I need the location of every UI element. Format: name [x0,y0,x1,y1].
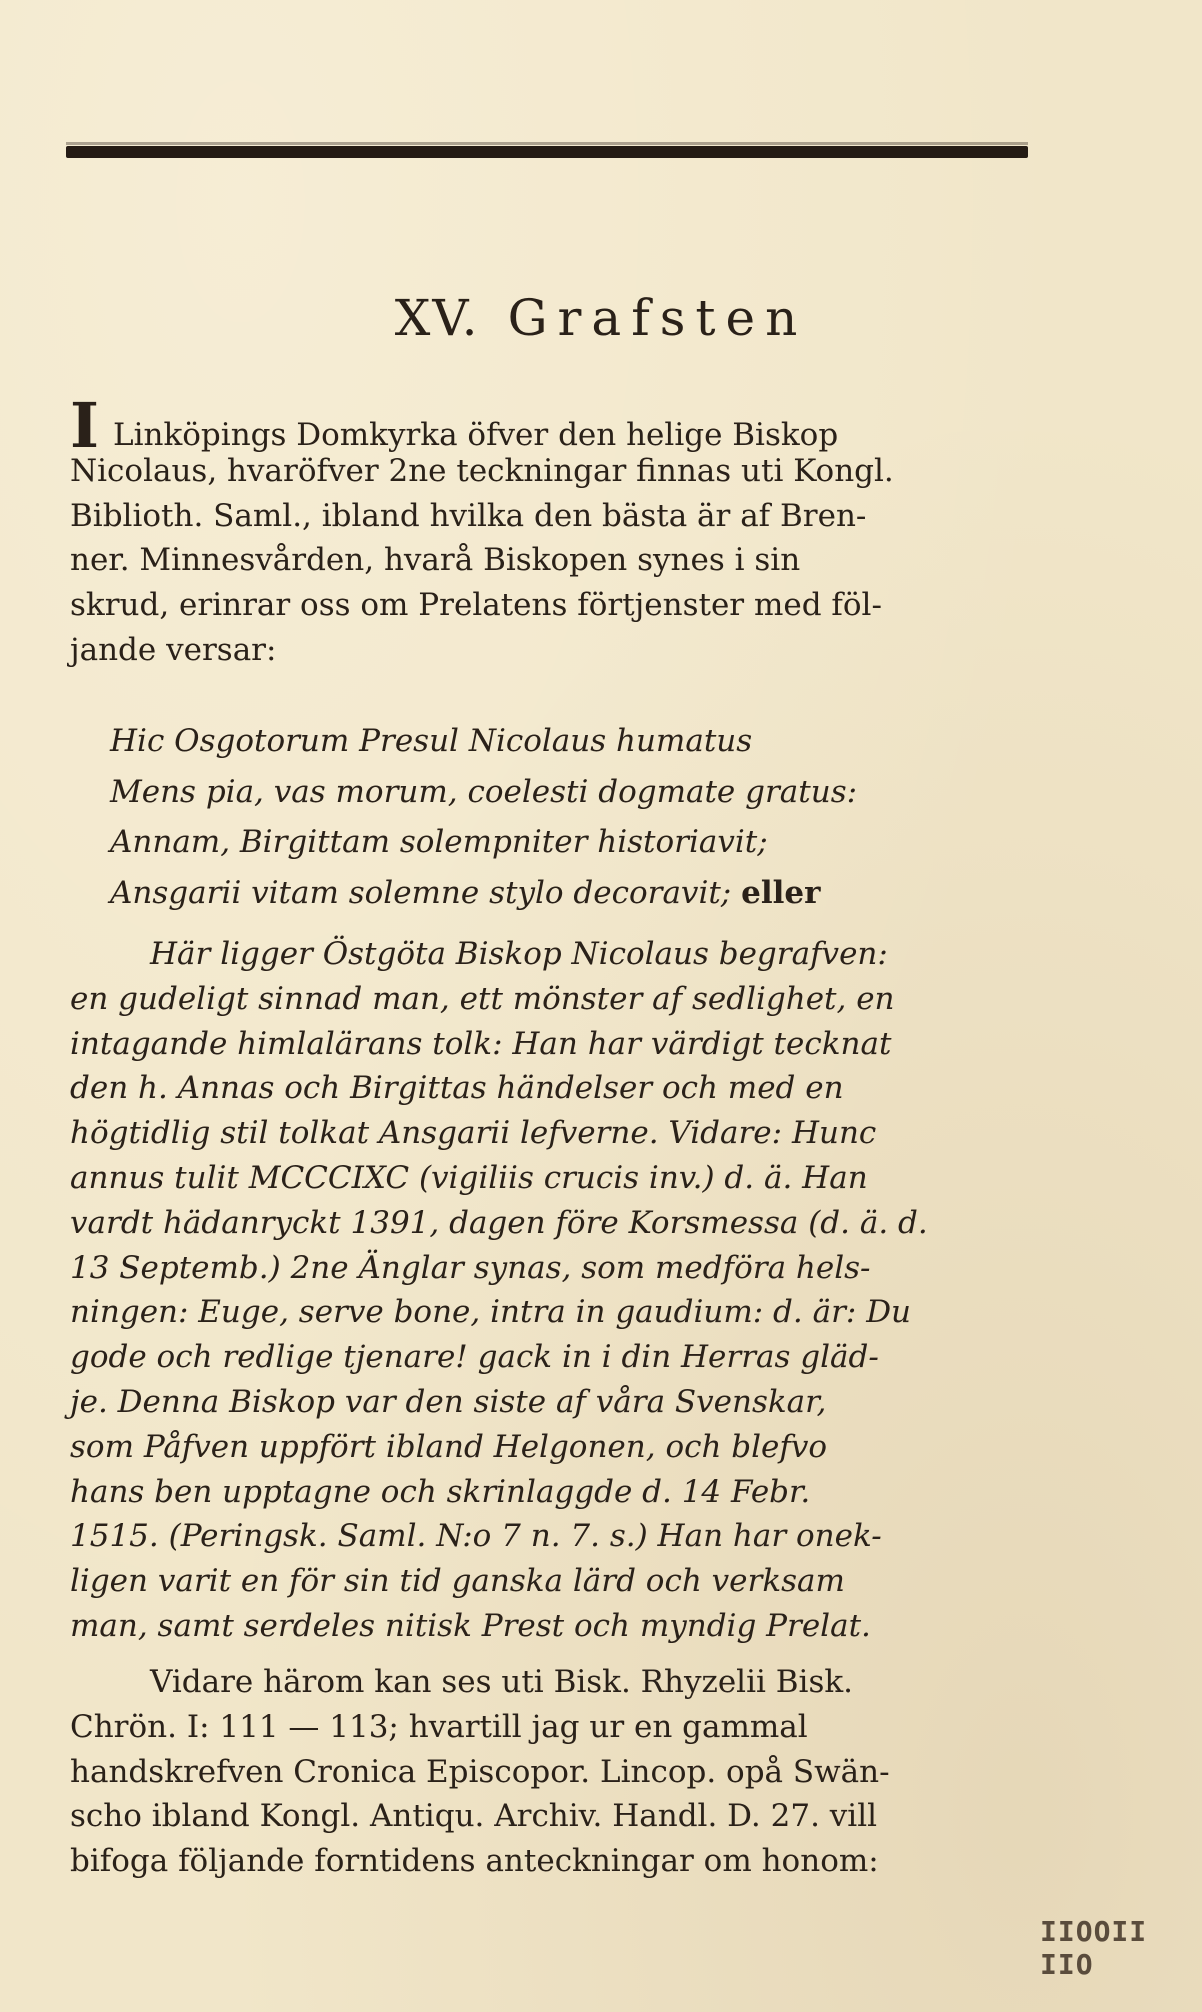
text-line: högtidlig stil tolkat Ansgarii lefverne. Vidare: Hunc [70,1115,877,1152]
text-line: annus tulit MCCCIXC (vigiliis crucis inv.) d. ä. Han [70,1159,868,1196]
paragraph-2 [70,932,1030,1649]
text-line: den h. Annas och Birgittas händelser och med en [70,1070,844,1107]
text-line: Chrön. I: 111 — 113; hvartill jag ur en gammal [70,1708,808,1745]
text-line: en gudeligt sinnad man, ett mönster af sedlighet, en [70,980,895,1017]
text-line: Biblioth. Saml., ibland hvilka den bästa är af Bren- [70,497,867,534]
text-line: Här ligger Östgöta Biskop Nicolaus begrafven: [150,936,888,972]
text-line: vardt hädanryckt 1391, dagen före Korsmessa (d. ä. d. [70,1204,928,1241]
top-rule [66,146,1028,158]
text-line: scho ibland Kongl. Antiqu. Archiv. Handl. D. 27. vill [70,1798,878,1835]
text-line: Nicolaus, hvaröfver 2ne teckningar finnas uti Kongl. [70,452,894,489]
section-heading [0,288,1202,348]
paragraph-1 [70,389,1030,673]
verse-line: Mens pia, vas morum, coelesti dogmate gratus: [110,773,858,810]
paragraph-3 [70,1660,1030,1884]
page-mark: IIOOII IIO [1040,1915,1148,1981]
latin-verse [110,716,1010,919]
verse-line-content: Ansgarii vitam solemne stylo decoravit; [110,875,732,912]
text-line: intagande himlalärans tolk: Han har värdigt tecknat [70,1025,892,1062]
verse-line: Hic Osgotorum Presul Nicolaus humatus [110,723,753,759]
text-line: skrud, erinrar oss om Prelatens förtjenster med föl- [70,587,882,624]
text-line: hans ben upptagne och skrinlaggde d. 14 Febr. [70,1473,811,1510]
text-line: je. Denna Biskop var den siste af våra Svenskar, [70,1383,827,1420]
text-line [70,389,1030,462]
text-line: ner. Minnesvården, hvarå Biskopen synes i sin [70,542,801,579]
text-line: man, samt serdeles nitisk Prest och myndig Prelat. [70,1607,871,1644]
text-line: jande versar: [70,631,277,668]
text-line: ligen varit en för sin tid ganska lärd och verksam [70,1563,845,1600]
verse-line: Annam, Birgittam solempniter historiavit; [110,824,768,861]
heading-number: XV. [394,289,480,347]
text-line: som Påfven uppfört ibland Helgonen, och blefvo [70,1428,828,1465]
heading-title: Grafsten [507,289,808,347]
drop-cap: I [70,389,100,462]
text-line: handskrefven Cronica Episcopor. Lincop. opå Swän- [70,1753,890,1790]
text-line: bifoga följande forntidens anteckningar om honom: [70,1843,879,1880]
text-line: ningen: Euge, serve bone, intra in gaudium: d. är: Du [70,1294,912,1331]
text-line: gode och redlige tjenare! gack in i din Herras gläd- [70,1339,879,1376]
verse-line [110,868,1010,919]
verse-connector: eller [741,875,821,912]
text-line: 13 Septemb.) 2ne Änglar synas, som medföra hels- [70,1249,871,1286]
text-line-content: Linköpings Domkyrka öfver den helige Biskop [113,417,839,453]
text-line: 1515. (Peringsk. Saml. N:o 7 n. 7. s.) Han har onek- [70,1518,882,1555]
text-line: Vidare härom kan ses uti Bisk. Rhyzelii Bisk. [150,1664,854,1700]
